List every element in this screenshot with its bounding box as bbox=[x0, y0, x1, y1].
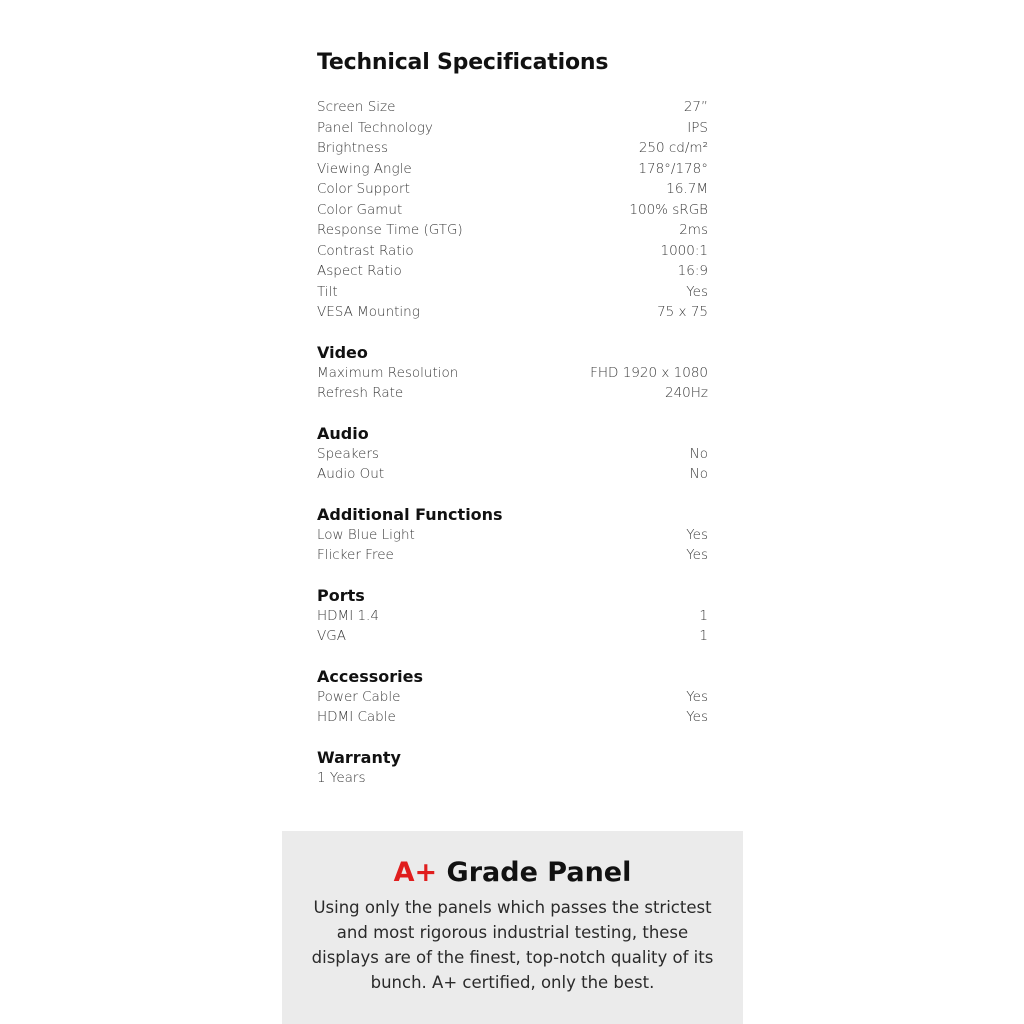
spec-value: 100% sRGB bbox=[629, 201, 708, 218]
spec-value: 250 cd/m² bbox=[638, 140, 708, 156]
spec-label: Color Support bbox=[317, 181, 410, 197]
spec-section-audio bbox=[317, 424, 708, 485]
spec-label: Viewing Angle bbox=[317, 160, 412, 177]
spec-row bbox=[317, 464, 708, 485]
spec-row bbox=[317, 200, 708, 221]
spec-value: 75 x 75 bbox=[657, 304, 708, 320]
section-title: Accessories bbox=[317, 666, 423, 686]
spec-value: 16:9 bbox=[677, 263, 708, 279]
spec-label: Brightness bbox=[317, 140, 389, 156]
spec-label: HDMI Cable bbox=[317, 709, 396, 725]
spec-value: 1000:1 bbox=[660, 242, 708, 259]
spec-row bbox=[317, 707, 708, 728]
section-title: Additional Functions bbox=[317, 504, 503, 524]
section-title: Audio bbox=[317, 423, 369, 443]
spec-row bbox=[317, 606, 708, 627]
spec-section-ports bbox=[317, 586, 708, 647]
spec-row bbox=[317, 768, 708, 789]
spec-value: No bbox=[689, 466, 708, 482]
spec-value: No bbox=[689, 445, 708, 462]
spec-label: Refresh Rate bbox=[317, 385, 404, 401]
spec-value: 240Hz bbox=[664, 385, 708, 401]
spec-value: 178°/178° bbox=[638, 160, 708, 177]
spec-value: Yes bbox=[686, 688, 708, 705]
section-title: Video bbox=[317, 342, 368, 362]
spec-value: 16.7M bbox=[666, 181, 708, 197]
spec-group-general bbox=[317, 97, 708, 323]
spec-value: Yes bbox=[686, 709, 708, 725]
specs-title: Technical Specifications bbox=[317, 50, 609, 75]
spec-label: Panel Technology bbox=[317, 119, 433, 136]
spec-label: Screen Size bbox=[317, 99, 396, 115]
section-title: Warranty bbox=[317, 747, 401, 767]
banner-title-accent: A+ bbox=[393, 857, 438, 888]
spec-label: Contrast Ratio bbox=[317, 242, 414, 259]
spec-value: Yes bbox=[686, 526, 708, 543]
spec-section-warranty bbox=[317, 748, 708, 789]
spec-label: HDMI 1.4 bbox=[317, 607, 379, 624]
spec-section-additional-functions bbox=[317, 505, 708, 566]
spec-row bbox=[317, 138, 708, 159]
spec-value: IPS bbox=[687, 119, 708, 136]
spec-label: Low Blue Light bbox=[317, 526, 415, 543]
spec-value: Yes bbox=[686, 283, 708, 300]
spec-row bbox=[317, 302, 708, 323]
spec-row bbox=[317, 97, 708, 118]
spec-value: Yes bbox=[686, 547, 708, 563]
spec-label: Flicker Free bbox=[317, 547, 394, 563]
spec-row bbox=[317, 220, 708, 241]
spec-row bbox=[317, 687, 708, 708]
spec-value: 2ms bbox=[679, 222, 708, 238]
banner-title bbox=[282, 855, 743, 891]
spec-row bbox=[317, 444, 708, 465]
spec-label: Power Cable bbox=[317, 688, 401, 705]
spec-label: Tilt bbox=[317, 283, 338, 300]
spec-row bbox=[317, 626, 708, 647]
spec-label: Maximum Resolution bbox=[317, 364, 459, 381]
technical-specifications bbox=[317, 44, 708, 788]
spec-row bbox=[317, 179, 708, 200]
section-title: Ports bbox=[317, 585, 365, 605]
spec-row bbox=[317, 118, 708, 139]
spec-label: Audio Out bbox=[317, 466, 385, 482]
spec-row bbox=[317, 159, 708, 180]
spec-row bbox=[317, 363, 708, 384]
spec-label: Color Gamut bbox=[317, 201, 403, 218]
spec-label: Aspect Ratio bbox=[317, 263, 402, 279]
spec-section-accessories bbox=[317, 667, 708, 728]
grade-panel-banner bbox=[282, 831, 743, 1024]
spec-row bbox=[317, 545, 708, 566]
spec-value: 1 bbox=[699, 628, 708, 644]
spec-value: FHD 1920 x 1080 bbox=[590, 364, 708, 381]
spec-label: VGA bbox=[317, 628, 346, 644]
spec-row bbox=[317, 261, 708, 282]
spec-label: Speakers bbox=[317, 445, 379, 462]
banner-title-text: Grade Panel bbox=[437, 857, 632, 888]
spec-section-video bbox=[317, 343, 708, 404]
spec-label: 1 Years bbox=[317, 769, 366, 786]
spec-label: VESA Mounting bbox=[317, 304, 420, 320]
spec-value: 1 bbox=[699, 607, 708, 624]
spec-label: Response Time (GTG) bbox=[317, 222, 463, 238]
spec-row bbox=[317, 241, 708, 262]
spec-value: 27” bbox=[683, 99, 708, 115]
banner-description: Using only the panels which passes the strictest and most rigorous industrial testing, these displays are of the finest, top-notch quality of its bunch. A+ certified, only the best. bbox=[311, 898, 714, 992]
spec-row bbox=[317, 383, 708, 404]
spec-row bbox=[317, 282, 708, 303]
spec-row bbox=[317, 525, 708, 546]
